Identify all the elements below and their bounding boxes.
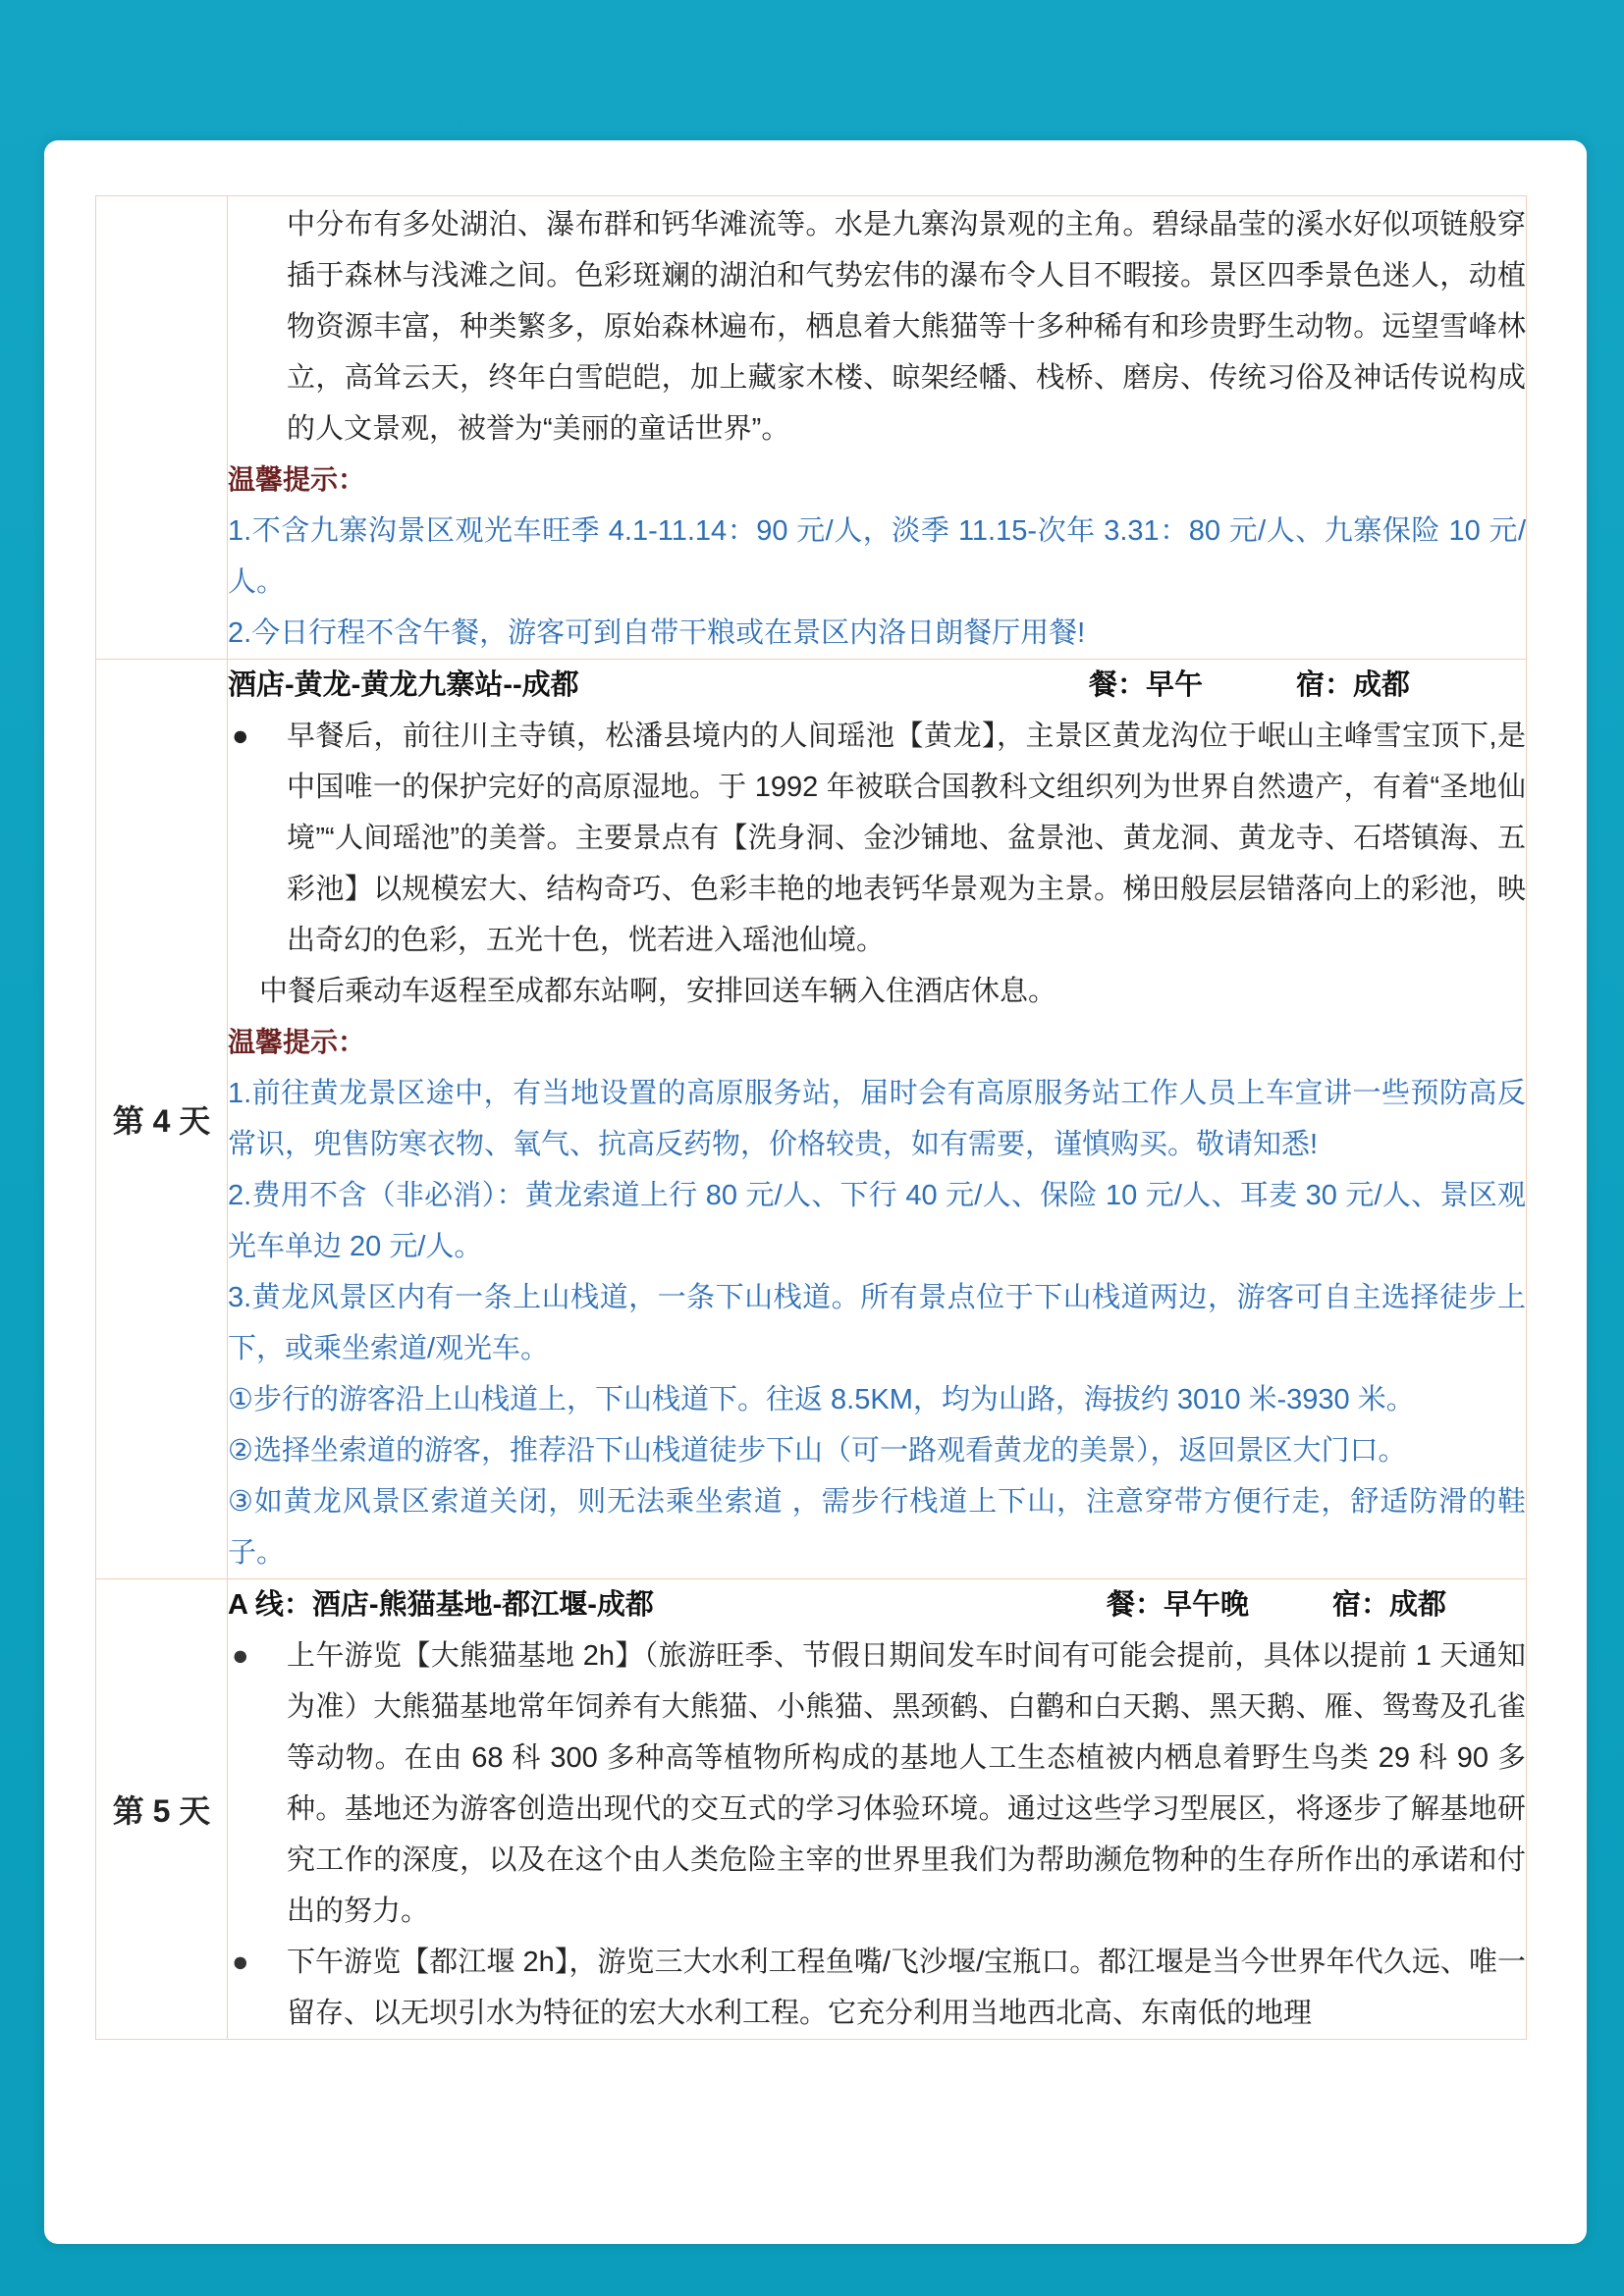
hint-note: 1.不含九寨沟景区观光车旺季 4.1-11.14：90 元/人，淡季 11.15-次年 3.31：80 元/人、九寨保险 10 元/人。 [228, 515, 1526, 598]
day-label: 第 5 天 [112, 1793, 211, 1829]
hint-note: 2.今日行程不含午餐，游客可到自带干粮或在景区内洛日朗餐厅用餐! [228, 617, 1086, 649]
hint-note: 2.费用不含（非必消）：黄龙索道上行 80 元/人、下行 40 元/人、保险 10 元/人、耳麦 30 元/人、景区观光车单边 20 元/人。 [228, 1180, 1526, 1262]
day-cell [96, 1579, 228, 2040]
hint-label: 温馨提示： [228, 1027, 366, 1057]
hint-note: ①步行的游客沿上山栈道上，下山栈道下。往返 8.5KM，均为山路，海拔约 3010 米-3930 米。 [228, 1384, 1415, 1415]
route-title: A 线：酒店-熊猫基地-都江堰-成都 [228, 1589, 654, 1621]
stay-info: 宿：成都 [1296, 669, 1411, 701]
meal-info: 餐：早午 [1089, 669, 1204, 701]
day-content [228, 196, 1527, 660]
itinerary-table [95, 195, 1527, 2040]
hint-note: ③如黄龙风景区索道关闭，则无法乘坐索道 ，需步行栈道上下山，注意穿带方便行走，舒适防滑的鞋子。 [228, 1486, 1526, 1569]
table-row-day4 [96, 660, 1527, 1579]
hint-note: 1.前往黄龙景区途中，有当地设置的高原服务站，届时会有高原服务站工作人员上车宣讲一些预防高反常识，兜售防寒衣物、氧气、抗高反药物，价格较贵，如有需要，谨慎购买。敬请知悉! [228, 1078, 1526, 1160]
table-row-day3-continued [96, 196, 1527, 660]
bullet-icon: ● [232, 1640, 249, 1672]
bullet-paragraph [228, 711, 1526, 966]
day-cell [96, 660, 228, 1579]
day-content [228, 1579, 1527, 2040]
meal-info: 餐：早午晚 [1107, 1589, 1250, 1621]
after-text: 中餐后乘动车返程至成都东站啊，安排回送车辆入住酒店休息。 [259, 976, 1057, 1007]
day-cell-empty [96, 196, 228, 660]
route-title: 酒店-黄龙-黄龙九寨站--成都 [228, 669, 579, 701]
bullet-icon: ● [232, 1947, 249, 1978]
description-paragraph: 中分布有多处湖泊、瀑布群和钙华滩流等。水是九寨沟景观的主角。碧绿晶莹的溪水好似项链般穿插于森林与浅滩之间。色彩斑斓的湖泊和气势宏伟的瀑布令人目不暇接。景区四季景色迷人，动植物资源丰富，种类繁多，原始森林遍布，栖息着大熊猫等十多种稀有和珍贵野生动物。远望雪峰林立，高耸云天，终年白雪皑皑，加上藏家木楼、晾架经幡、栈桥、磨房、传统习俗及神话传说构成的人文景观，被誉为“美丽的童话世界”。 [287, 209, 1526, 445]
hint-label: 温馨提示： [228, 464, 366, 495]
route-header [228, 660, 1526, 711]
day-content [228, 660, 1527, 1579]
hint-note: 3.黄龙风景区内有一条上山栈道，一条下山栈道。所有景点位于下山栈道两边，游客可自主选择徒步上下，或乘坐索道/观光车。 [228, 1282, 1526, 1364]
bullet-icon: ● [232, 721, 249, 752]
bullet-paragraph [228, 1937, 1526, 2039]
table-row-day5 [96, 1579, 1527, 2040]
route-header [228, 1579, 1526, 1630]
bullet-text: 早餐后，前往川主寺镇，松潘县境内的人间瑶池【黄龙】，主景区黄龙沟位于岷山主峰雪宝顶下,是中国唯一的保护完好的高原湿地。于 1992 年被联合国教科文组织列为世界自然遗产，有着“圣地仙境”“人间瑶池”的美誉。主要景点有【洗身洞、金沙铺地、盆景池、黄龙洞、黄龙寺、石塔镇海、五彩池】以规模宏大、结构奇巧、色彩丰艳的地表钙华景观为主景。梯田般层层错落向上的彩池，映出奇幻的色彩，五光十色，恍若进入瑶池仙境。 [287, 721, 1526, 956]
bullet-paragraph [228, 1630, 1526, 1937]
bullet-text: 上午游览【大熊猫基地 2h】（旅游旺季、节假日期间发车时间有可能会提前，具体以提前 1 天通知为准）大熊猫基地常年饲养有大熊猫、小熊猫、黑颈鹤、白鹳和白天鹅、黑天鹅、雁、鸳鸯及孔雀等动物。在由 68 科 300 多种高等植物所构成的基地人工生态植被内栖息着野生鸟类 29 科 90 多种。基地还为游客创造出现代的交互式的学习体验环境。通过这些学习型展区，将逐步了解基地研究工作的深度，以及在这个由人类危险主宰的世界里我们为帮助濒危物种的生存所作出的承诺和付出的努力。 [287, 1640, 1526, 1927]
stay-info: 宿：成都 [1332, 1589, 1447, 1621]
day-label: 第 4 天 [112, 1103, 211, 1139]
hint-note: ②选择坐索道的游客，推荐沿下山栈道徒步下山（可一路观看黄龙的美景），返回景区大门口。 [228, 1435, 1407, 1467]
bullet-text: 下午游览【都江堰 2h】，游览三大水利工程鱼嘴/飞沙堰/宝瓶口。都江堰是当今世界年代久远、唯一留存、以无坝引水为特征的宏大水利工程。它充分利用当地西北高、东南低的地理 [287, 1947, 1526, 2029]
